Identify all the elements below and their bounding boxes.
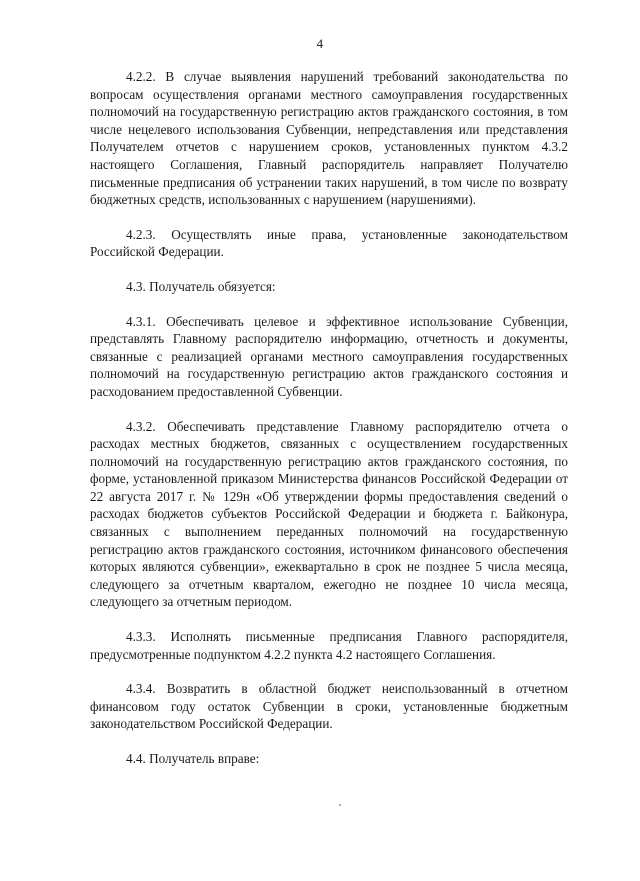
paragraph-4-2-3: 4.2.3. Осуществлять иные права, установленные законодательством Российской Федерации. bbox=[90, 226, 568, 260]
paragraph-4-2-2: 4.2.2. В случае выявления нарушений требований законодательства по вопросам осуществления органами местного самоуправления государственных полномочий на государственную регистрацию актов гражданского состояния, в том числе нецелевого использования Субвенции, непредставления или представления Получателем отчетов с нарушением сроков, установленных пунктом 4.3.2 настоящего Соглашения, Главный распорядитель направляет Получателю письменные предписания об устранении таких нарушений, в том числе по возврату бюджетных средств, использованных с нарушением (нарушениями). bbox=[90, 69, 568, 208]
paragraph-4-3-1: 4.3.1. Обеспечивать целевое и эффективное использование Субвенции, представлять Главному распорядителю информацию, отчетность и документы, связанные с реализацией органами местного самоуправления государственных полномочий на государственную регистрацию актов гражданского состояния и расходованием предоставленной Субвенции. bbox=[90, 313, 568, 399]
paragraph-4-3: 4.3. Получатель обязуется: bbox=[126, 278, 276, 294]
scan-speck bbox=[339, 804, 341, 806]
document-body bbox=[90, 68, 568, 785]
paragraph-4-3-3: 4.3.3. Исполнять письменные предписания Главного распорядителя, предусмотренные подпунктом 4.2.2 пункта 4.2 настоящего Соглашения. bbox=[90, 629, 568, 662]
paragraph-4-3-2: 4.3.2. Обеспечивать представление Главному распорядителю отчета о расходах местных бюджетов, связанных с осуществлением государственных полномочий на государственную регистрацию актов гражданского состояния, по форме, установленной приказом Министерства финансов Российской Федерации от 22 августа 2017 г. № 129н «Об утверждении формы предоставления сведений о расходах бюджетов субъектов Российской Федерации и бюджета г. Байконура, связанных с выполнением переданных полномочий на государственную регистрацию актов гражданского состояния, источником финансового обеспечения которых являются субвенции», ежеквартально в срок не позднее 5 числа месяца, следующего за отчетным кварталом, ежегодно не позднее 10 числа месяца, следующего за отчетным периодом. bbox=[90, 418, 568, 610]
page-number: 4 bbox=[316, 36, 324, 51]
paragraph-4-3-4: 4.3.4. Возвратить в областной бюджет неиспользованный в отчетном финансовом году остаток Субвенции в сроки, установленные бюджетным законодательством Российской Федерации. bbox=[90, 681, 568, 732]
paragraph-4-4: 4.4. Получатель вправе: bbox=[126, 751, 260, 766]
